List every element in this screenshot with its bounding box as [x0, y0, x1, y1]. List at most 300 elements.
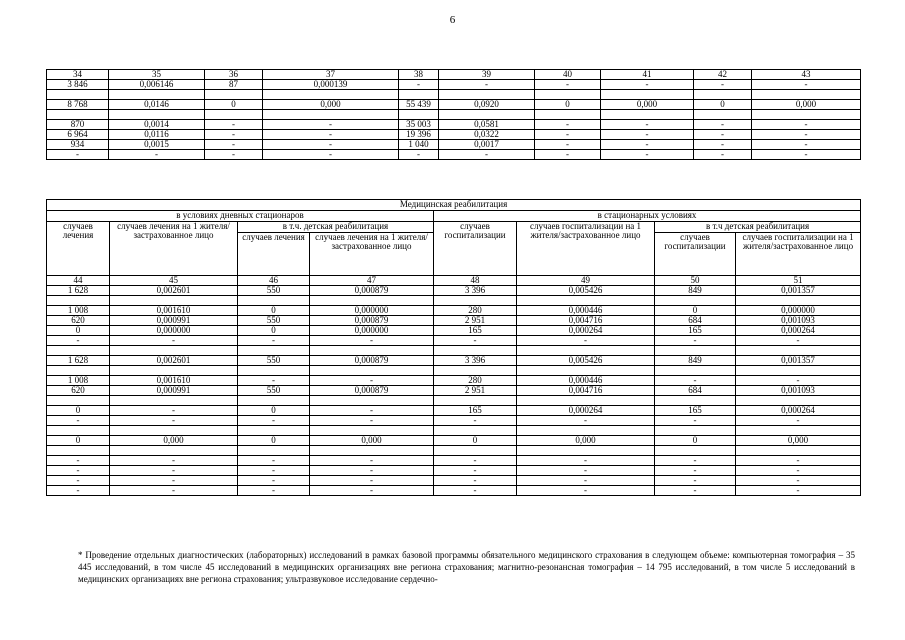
table-cell	[238, 346, 310, 356]
table-row	[47, 90, 861, 100]
table-cell: -	[310, 416, 434, 426]
table-cell	[47, 90, 109, 100]
table-cell: 0,0015	[109, 140, 205, 150]
table-cell: 0,005426	[517, 356, 655, 366]
medical-rehabilitation-table	[46, 199, 861, 496]
table-cell: -	[205, 140, 263, 150]
column-number: 43	[752, 70, 861, 80]
table-row	[47, 386, 861, 396]
table-cell	[205, 110, 263, 120]
column-number: 45	[110, 276, 238, 286]
table-cell	[238, 366, 310, 376]
table-cell: -	[535, 80, 601, 90]
table-row	[47, 466, 861, 476]
table-cell: -	[736, 486, 861, 496]
table-cell: -	[517, 466, 655, 476]
table-cell: -	[736, 416, 861, 426]
column-number: 47	[310, 276, 434, 286]
table-cell: 1 008	[47, 376, 110, 386]
header-child-cases-hospitalization-per-1: случаев госпитализации на 1 жителя/застрахованное лицо	[736, 233, 861, 276]
table-cell: -	[601, 130, 694, 140]
table-row	[47, 296, 861, 306]
table-cell: 3 396	[434, 286, 517, 296]
table-cell: -	[655, 376, 736, 386]
table-cell	[110, 396, 238, 406]
column-number: 46	[238, 276, 310, 286]
table-cell: 550	[238, 316, 310, 326]
table-cell	[434, 396, 517, 406]
table-cell	[655, 446, 736, 456]
table-cell: -	[47, 456, 110, 466]
table-row	[47, 306, 861, 316]
table-cell: 1 628	[47, 286, 110, 296]
table-cell: -	[694, 150, 752, 160]
table-cell: 0,001357	[736, 286, 861, 296]
table-cell	[694, 90, 752, 100]
table-cell: -	[655, 416, 736, 426]
table-cell: -	[205, 130, 263, 140]
table-row	[47, 436, 861, 446]
table-cell: -	[434, 486, 517, 496]
table-cell: 0,000446	[517, 376, 655, 386]
table-cell: -	[434, 336, 517, 346]
column-number: 50	[655, 276, 736, 286]
header-cases-hospitalization: случаев госпитализации	[434, 222, 517, 276]
table-cell: 2 951	[434, 316, 517, 326]
table-cell: -	[310, 406, 434, 416]
table-cell: -	[601, 120, 694, 130]
table-cell: 0,000264	[736, 406, 861, 416]
table-cell: 0,001610	[110, 376, 238, 386]
table-cell: 0,000000	[310, 306, 434, 316]
column-number-row	[47, 276, 861, 286]
table-cell: 0,0146	[109, 100, 205, 110]
table-cell: -	[535, 140, 601, 150]
table-cell	[736, 296, 861, 306]
table-cell: 620	[47, 386, 110, 396]
table-cell	[752, 90, 861, 100]
table-cell: -	[752, 140, 861, 150]
table-cell: 684	[655, 386, 736, 396]
table-cell	[535, 90, 601, 100]
table-cell	[399, 90, 439, 100]
table-cell	[736, 396, 861, 406]
table-cell: 165	[434, 406, 517, 416]
table-cell: 0,000000	[310, 326, 434, 336]
table-cell: 684	[655, 316, 736, 326]
table-cell	[655, 426, 736, 436]
table-cell: -	[517, 476, 655, 486]
table-row	[47, 336, 861, 346]
table-cell	[109, 90, 205, 100]
table-cell	[238, 446, 310, 456]
table-cell: 0	[434, 436, 517, 446]
table-cell	[109, 110, 205, 120]
table-cell: -	[205, 120, 263, 130]
table-cell: -	[263, 140, 399, 150]
table-cell: -	[655, 456, 736, 466]
header-child-cases-treatment-per-1: случаев лечения на 1 жителя/застрахованное лицо	[310, 233, 434, 276]
table-cell: -	[517, 456, 655, 466]
table-cell	[110, 366, 238, 376]
column-number: 37	[263, 70, 399, 80]
table-cell	[47, 346, 110, 356]
table-cell	[263, 110, 399, 120]
table-row	[47, 366, 861, 376]
table-cell: -	[694, 80, 752, 90]
table-cell: 1 628	[47, 356, 110, 366]
table-cell	[517, 426, 655, 436]
table-cell	[110, 346, 238, 356]
table-cell: 0,000	[517, 436, 655, 446]
table-cell	[535, 110, 601, 120]
table-cell: 0	[238, 436, 310, 446]
table-cell: -	[110, 456, 238, 466]
table-cell: 0,005426	[517, 286, 655, 296]
table-cell: 620	[47, 316, 110, 326]
table-cell: 55 439	[399, 100, 439, 110]
table-cell: 0	[205, 100, 263, 110]
table-cell: 2 951	[434, 386, 517, 396]
table-cell	[439, 110, 535, 120]
table-cell: -	[47, 466, 110, 476]
header-child-cases-hospitalization: случаев госпитализации	[655, 233, 736, 276]
table-cell	[238, 426, 310, 436]
table-row	[47, 416, 861, 426]
table-cell: -	[694, 120, 752, 130]
table-cell	[434, 446, 517, 456]
table-cell: -	[736, 336, 861, 346]
table-cell	[205, 90, 263, 100]
table-cell	[47, 110, 109, 120]
table-row	[47, 476, 861, 486]
table-cell	[736, 346, 861, 356]
table-cell: 0,000	[310, 436, 434, 446]
table-cell	[655, 366, 736, 376]
table-cell: 0,0017	[439, 140, 535, 150]
table-cell: 0,000879	[310, 316, 434, 326]
table-cell	[736, 366, 861, 376]
table-cell	[601, 110, 694, 120]
column-number: 39	[439, 70, 535, 80]
table-cell: 0,000	[736, 436, 861, 446]
column-number: 38	[399, 70, 439, 80]
table-cell: -	[47, 476, 110, 486]
table-cell: 0,000	[601, 100, 694, 110]
table-cell	[752, 110, 861, 120]
table-cell: 0	[47, 436, 110, 446]
table-cell: -	[263, 130, 399, 140]
table-cell	[47, 396, 110, 406]
table-cell: -	[752, 150, 861, 160]
table-title: Медицинская реабилитация	[47, 200, 861, 211]
table-cell: 0,000	[752, 100, 861, 110]
table-cell: -	[47, 416, 110, 426]
table-cell: 0,000446	[517, 306, 655, 316]
table-cell: -	[736, 376, 861, 386]
table-cell	[399, 110, 439, 120]
table-cell: 0,001610	[110, 306, 238, 316]
table-cell: -	[434, 476, 517, 486]
header-cases-treatment: случаев лечения	[47, 222, 110, 276]
table-cell	[110, 296, 238, 306]
table-cell	[110, 446, 238, 456]
table-cell: 3 396	[434, 356, 517, 366]
table-cell: -	[310, 376, 434, 386]
table-cell	[310, 396, 434, 406]
table-row	[47, 456, 861, 466]
table-cell: 0,0322	[439, 130, 535, 140]
column-number: 35	[109, 70, 205, 80]
table-row	[47, 446, 861, 456]
table-cell: 0	[238, 326, 310, 336]
subgroup-children-inpatient: в т.ч детская реабилитация	[655, 222, 861, 233]
table-cell: -	[655, 476, 736, 486]
table-cell: 0,0581	[439, 120, 535, 130]
table-cell: 0,001093	[736, 316, 861, 326]
table-cell: 0	[655, 306, 736, 316]
table-cell: 0,000000	[736, 306, 861, 316]
table-cell	[110, 426, 238, 436]
table-cell: 165	[434, 326, 517, 336]
column-number: 48	[434, 276, 517, 286]
table-cell	[694, 110, 752, 120]
table-cell: -	[439, 150, 535, 160]
table-cell: 0	[238, 406, 310, 416]
table-cell: -	[535, 150, 601, 160]
table-cell	[238, 296, 310, 306]
table-cell	[47, 446, 110, 456]
table-cell: -	[601, 80, 694, 90]
table-cell: 0,0014	[109, 120, 205, 130]
table-cell: 8 768	[47, 100, 109, 110]
table-cell: -	[110, 406, 238, 416]
table-cell: 0	[238, 306, 310, 316]
table-cell: -	[399, 150, 439, 160]
table-cell	[736, 426, 861, 436]
table-cell: -	[517, 336, 655, 346]
column-number: 49	[517, 276, 655, 286]
table-row	[47, 346, 861, 356]
table-cell: 0,002601	[110, 286, 238, 296]
table-cell: -	[752, 130, 861, 140]
table-row	[47, 426, 861, 436]
table-cell: 934	[47, 140, 109, 150]
table-cell: -	[238, 336, 310, 346]
table-cell	[517, 346, 655, 356]
table-cell: 0,006146	[109, 80, 205, 90]
table-cell: 280	[434, 376, 517, 386]
table-cell: -	[694, 130, 752, 140]
table-cell: 0,001093	[736, 386, 861, 396]
table-cell: -	[655, 466, 736, 476]
table-cell: -	[752, 80, 861, 90]
column-number: 36	[205, 70, 263, 80]
table-cell: -	[601, 150, 694, 160]
table-cell	[310, 366, 434, 376]
table-row	[47, 140, 861, 150]
table-cell: -	[310, 476, 434, 486]
table-cell: -	[310, 456, 434, 466]
table-row	[47, 376, 861, 386]
table-cell: 280	[434, 306, 517, 316]
table-cell	[47, 426, 110, 436]
table-cell: -	[238, 476, 310, 486]
table-cell: -	[517, 486, 655, 496]
table-cell: 550	[238, 386, 310, 396]
table-cell: 550	[238, 356, 310, 366]
table-cell	[517, 396, 655, 406]
table-cell: -	[736, 476, 861, 486]
table-cell: -	[535, 120, 601, 130]
table-cell: 849	[655, 356, 736, 366]
table-cell: -	[238, 466, 310, 476]
table-cell	[310, 346, 434, 356]
table-cell: 0	[47, 406, 110, 416]
table-cell: 35 003	[399, 120, 439, 130]
table-cell: 0,002601	[110, 356, 238, 366]
table-cell: 0,000879	[310, 386, 434, 396]
table-cell: -	[434, 456, 517, 466]
table-cell: -	[517, 416, 655, 426]
table-cell: -	[110, 416, 238, 426]
table-row	[47, 406, 861, 416]
table-cell: 87	[205, 80, 263, 90]
table-cell: 0,000264	[736, 326, 861, 336]
table-cell	[47, 366, 110, 376]
table-cell: -	[263, 120, 399, 130]
table-cell	[439, 90, 535, 100]
table-cell	[517, 296, 655, 306]
table-cell: -	[399, 80, 439, 90]
table-cell	[434, 366, 517, 376]
table-cell: 0,000	[110, 436, 238, 446]
table-cell: 0,000139	[263, 80, 399, 90]
table-cell: 0	[535, 100, 601, 110]
table-cell: 0,0116	[109, 130, 205, 140]
table-row	[47, 110, 861, 120]
table-cell: -	[434, 416, 517, 426]
column-number: 40	[535, 70, 601, 80]
table-cell: -	[535, 130, 601, 140]
table-cell	[238, 396, 310, 406]
table-cell: -	[310, 336, 434, 346]
table-cell	[517, 446, 655, 456]
table-cell	[47, 296, 110, 306]
table-row	[47, 396, 861, 406]
table-cell	[517, 366, 655, 376]
column-number: 41	[601, 70, 694, 80]
table-cell: 0,000879	[310, 356, 434, 366]
table-cell	[434, 346, 517, 356]
group-day-hospital: в условиях дневных стационаров	[47, 211, 434, 222]
table-cell: -	[47, 150, 109, 160]
table-row	[47, 100, 861, 110]
table-cell: 550	[238, 286, 310, 296]
table-cell	[601, 90, 694, 100]
table-cell: 849	[655, 286, 736, 296]
table-row	[47, 150, 861, 160]
column-number-row	[47, 70, 861, 80]
table-cell: 0,004716	[517, 316, 655, 326]
subgroup-children-day: в т.ч. детская реабилитация	[238, 222, 434, 233]
table-cell	[434, 426, 517, 436]
table-cell: 0,004716	[517, 386, 655, 396]
table-cell: -	[238, 376, 310, 386]
column-number: 34	[47, 70, 109, 80]
table-cell: 0,000	[263, 100, 399, 110]
table-cell: -	[310, 486, 434, 496]
table-cell: 3 846	[47, 80, 109, 90]
table-cell: 0,000991	[110, 386, 238, 396]
table-cell: -	[439, 80, 535, 90]
table-row	[47, 316, 861, 326]
table-cell: -	[263, 150, 399, 160]
table-cell: -	[205, 150, 263, 160]
table-cell: -	[310, 466, 434, 476]
table-cell: -	[238, 456, 310, 466]
table-cell: -	[694, 140, 752, 150]
table-cell: 19 396	[399, 130, 439, 140]
table-cell: -	[752, 120, 861, 130]
table-cell: -	[434, 466, 517, 476]
table-cell: 1 040	[399, 140, 439, 150]
footnote: * Проведение отдельных диагностических (лабораторных) исследований в рамках базовой программы обязательного медицинского страхования в следующем объеме: компьютерная томография – 35 445 исследований, в том числе 45 исследований в медицинских организациях вне региона страхования; магнитно-резонансная томография – 14 795 исследований, в том числе 5 исследований в медицинских организациях вне региона страхования; ультразвуковое исследование сердечно-	[78, 550, 855, 584]
table-cell: 0	[47, 326, 110, 336]
table-cell: 0,000000	[110, 326, 238, 336]
table-cell: -	[238, 416, 310, 426]
table-cell	[655, 346, 736, 356]
header-child-cases-treatment: случаев лечения	[238, 233, 310, 276]
table-cell: -	[601, 140, 694, 150]
table-cell	[655, 296, 736, 306]
table-cell: 0,000264	[517, 326, 655, 336]
table-row	[47, 326, 861, 336]
table-cell: -	[655, 486, 736, 496]
volume-table	[46, 69, 861, 160]
table-cell: 6 964	[47, 130, 109, 140]
table-cell	[310, 296, 434, 306]
table-cell: -	[109, 150, 205, 160]
table-cell: -	[110, 466, 238, 476]
table-cell: -	[655, 336, 736, 346]
header-cases-hospitalization-per-1: случаев госпитализации на 1 жителя/застрахованное лицо	[517, 222, 655, 276]
table-row	[47, 120, 861, 130]
column-number: 44	[47, 276, 110, 286]
table-cell: -	[47, 486, 110, 496]
table-row	[47, 130, 861, 140]
table-cell: -	[736, 456, 861, 466]
table-cell: -	[736, 466, 861, 476]
table-cell	[310, 426, 434, 436]
table-cell: 0,001357	[736, 356, 861, 366]
table-cell: -	[238, 486, 310, 496]
table-cell: -	[47, 336, 110, 346]
table-cell: 0,000264	[517, 406, 655, 416]
column-number: 42	[694, 70, 752, 80]
page-number: 6	[449, 14, 456, 26]
table-cell	[434, 296, 517, 306]
table-cell: 0	[694, 100, 752, 110]
table-cell	[310, 446, 434, 456]
table-cell: -	[110, 336, 238, 346]
column-number: 51	[736, 276, 861, 286]
table-row	[47, 80, 861, 90]
table-cell: 165	[655, 406, 736, 416]
table-cell	[263, 90, 399, 100]
table-row	[47, 356, 861, 366]
table-cell: 165	[655, 326, 736, 336]
